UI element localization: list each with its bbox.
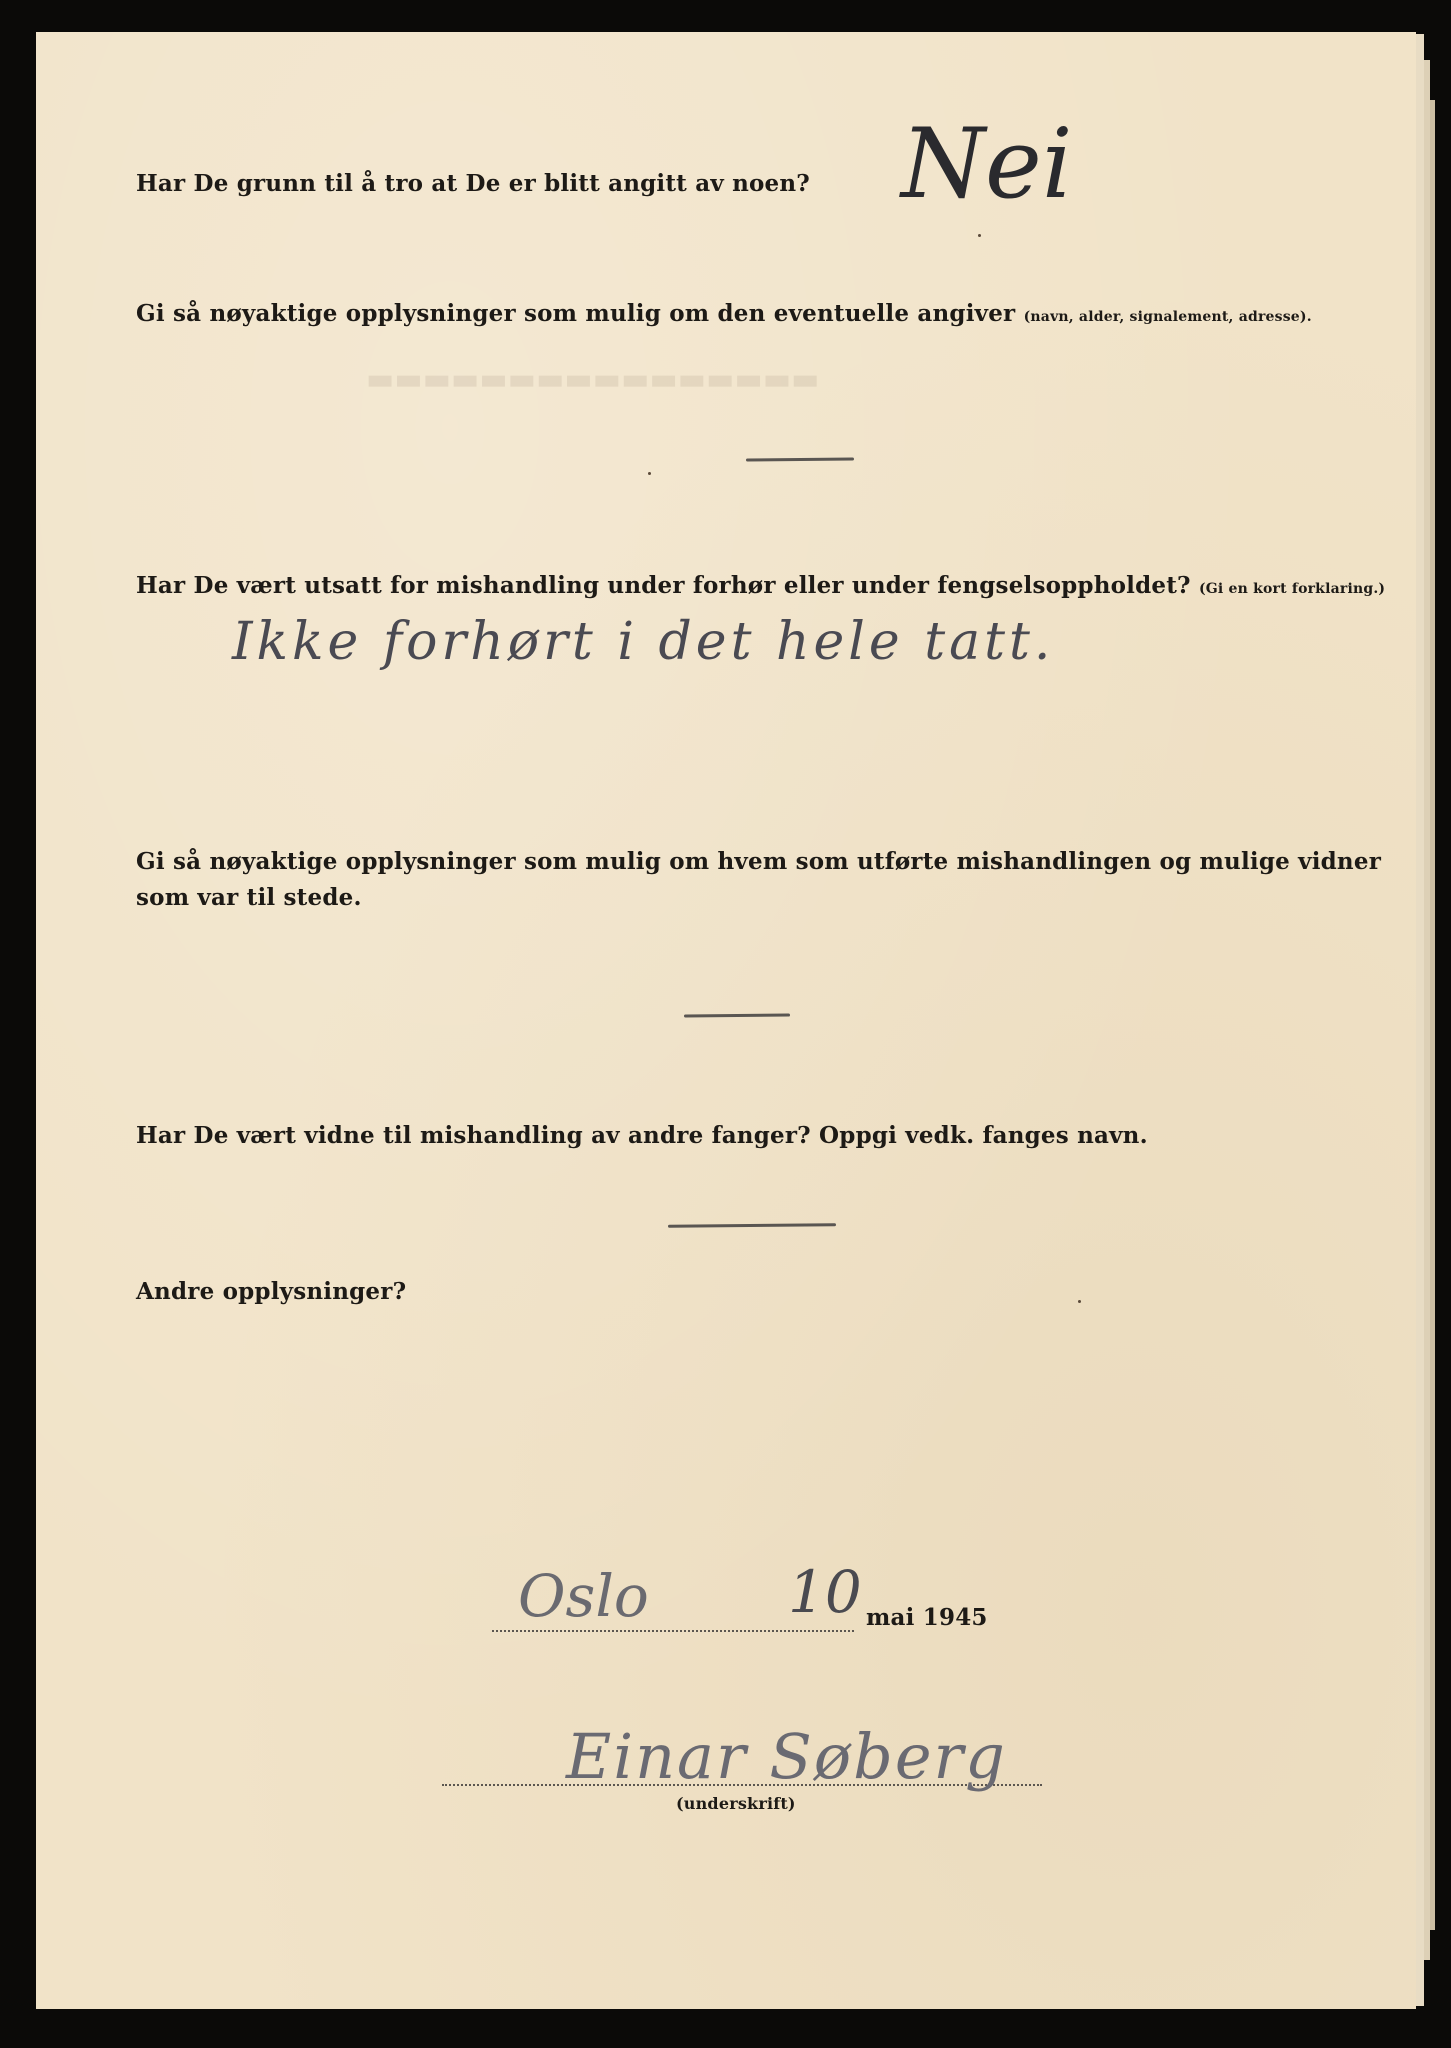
question-mishandling-main: Har De vært utsatt for mishandling under forhør eller under fengselsoppholdet? — [136, 572, 1191, 599]
page-edge — [1416, 34, 1424, 2006]
date-place: Oslo — [518, 1562, 649, 1630]
blank-answer-dash — [668, 1223, 836, 1227]
question-angiver-main: Gi så nøyaktige opplysninger som mulig om den eventuelle angiver — [136, 300, 1016, 327]
question-andre: Andre opplysninger? — [136, 1278, 407, 1305]
speck — [978, 234, 981, 237]
date-month-year: mai 1945 — [866, 1604, 988, 1631]
question-mishandling-hint: (Gi en kort forklaring.) — [1198, 581, 1386, 597]
answer-angitt: Nei — [901, 108, 1073, 220]
signature: Einar Søberg — [566, 1720, 1007, 1793]
signature-label: (underskrift) — [676, 1794, 796, 1813]
blank-answer-dash — [746, 458, 854, 462]
question-utforte: Gi så nøyaktige opplysninger som mulig om hvem som utførte mishandlingen og mulige vidner — [136, 848, 1382, 875]
speck — [1078, 1300, 1081, 1303]
answer-mishandling: Ikke forhørt i det hele tatt. — [232, 612, 1055, 672]
question-vidne: Har De vært vidne til mishandling av andre fanger? Oppgi vedk. fanges navn. — [136, 1122, 1148, 1149]
date-line — [492, 1630, 854, 1632]
question-angiver-hint: (navn, alder, signalement, adresse). — [1023, 309, 1312, 325]
question-mishandling — [136, 572, 1385, 599]
form-page — [36, 32, 1416, 2009]
date-day: 10 — [788, 1558, 862, 1626]
question-utforte-cont: som var til stede. — [136, 884, 362, 911]
blank-answer-dash — [684, 1014, 790, 1018]
question-angitt: Har De grunn til å tro at De er blitt angitt av noen? — [136, 170, 810, 197]
bleed-through: ▬▬▬▬▬▬▬▬▬▬▬▬▬▬▬▬ — [366, 362, 820, 397]
page-edge — [1430, 100, 1435, 1930]
question-angiver — [136, 300, 1312, 327]
speck — [648, 472, 651, 475]
